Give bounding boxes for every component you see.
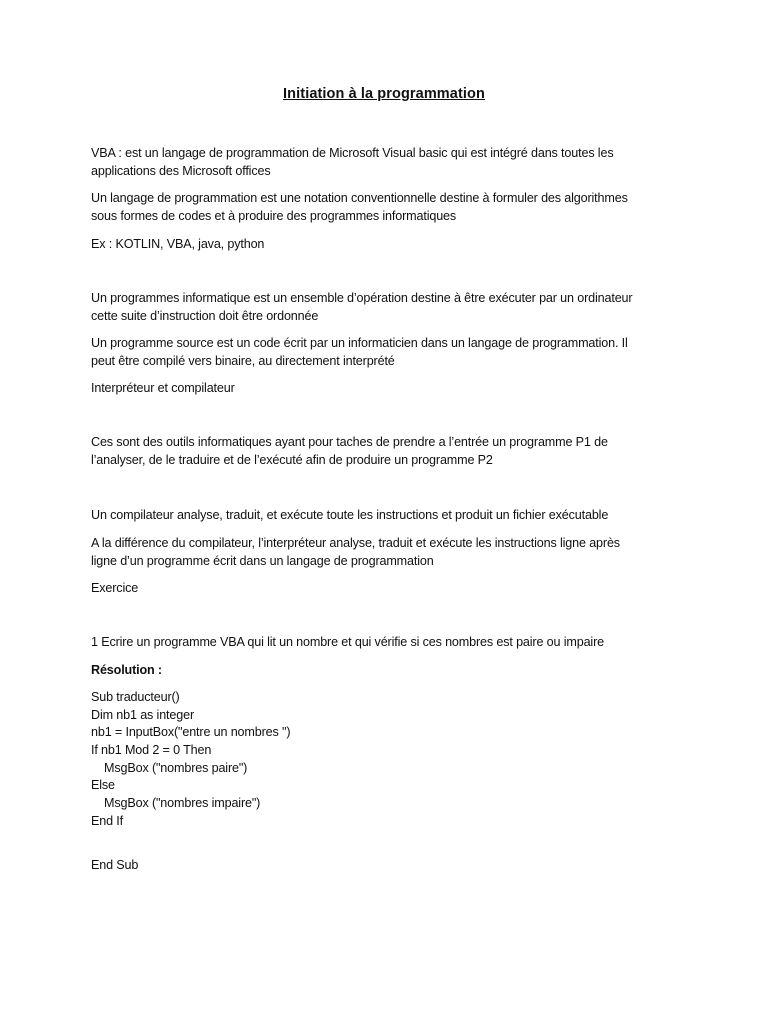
paragraph-source-program-line-2: peut être compilé vers binaire, au directement interprété — [91, 354, 395, 368]
page-title: Initiation à la programmation — [283, 86, 485, 102]
paragraph-interpreter-line-2: ligne d’un programme écrit dans un langage de programmation — [91, 554, 434, 568]
paragraph-exercise-heading: Exercice — [91, 581, 139, 595]
paragraph-language-definition-line-1: Un langage de programmation est une notation conventionnelle destine à formuler des algorithmes — [91, 191, 628, 205]
paragraph-program-definition-line-1: Un programmes informatique est un ensemble d’opération destine à être exécuter par un ordinateur — [91, 291, 633, 305]
paragraph-vba-definition-line-2: applications des Microsoft offices — [91, 164, 271, 178]
paragraph-interpreter-line-1: A la différence du compilateur, l’interpréteur analyse, traduit et exécute les instructions ligne après — [91, 536, 620, 550]
paragraph-exercise-statement: 1 Ecrire un programme VBA qui lit un nombre et qui vérifie si ces nombres est paire ou impaire — [91, 635, 604, 649]
code-line-if: If nb1 Mod 2 = 0 Then — [91, 743, 212, 757]
paragraph-resolution-heading: Résolution : — [91, 663, 162, 677]
code-line-dim: Dim nb1 as integer — [91, 708, 195, 722]
code-line-inputbox: nb1 = InputBox("entre un nombres ") — [91, 725, 291, 739]
paragraph-compiler: Un compilateur analyse, traduit, et exécute toute les instructions et produit un fichier exécutable — [91, 508, 609, 522]
code-line-sub: Sub traducteur() — [91, 690, 180, 704]
paragraph-source-program-line-1: Un programme source est un code écrit par un informaticien dans un langage de programmation. Il — [91, 336, 628, 350]
code-line-end-if: End If — [91, 814, 124, 828]
paragraph-examples: Ex : KOTLIN, VBA, java, python — [91, 237, 265, 251]
paragraph-program-definition-line-2: cette suite d’instruction doit être ordonnée — [91, 309, 319, 323]
code-line-else: Else — [91, 778, 115, 792]
paragraph-language-definition-line-2: sous formes de codes et à produire des programmes informatiques — [91, 209, 457, 223]
paragraph-tools-line-1: Ces sont des outils informatiques ayant pour taches de prendre a l’entrée un programme P1 de — [91, 435, 608, 449]
paragraph-vba-definition-line-1: VBA : est un langage de programmation de Microsoft Visual basic qui est intégré dans toutes les — [91, 146, 614, 160]
paragraph-interpreter-compiler-heading: Interpréteur et compilateur — [91, 381, 235, 395]
code-line-msgbox-impaire: MsgBox ("nombres impaire") — [104, 796, 261, 810]
code-line-end-sub: End Sub — [91, 858, 139, 872]
paragraph-tools-line-2: l’analyser, de le traduire et de l’exécuté afin de produire un programme P2 — [91, 453, 493, 467]
code-line-msgbox-paire: MsgBox ("nombres paire") — [104, 761, 248, 775]
